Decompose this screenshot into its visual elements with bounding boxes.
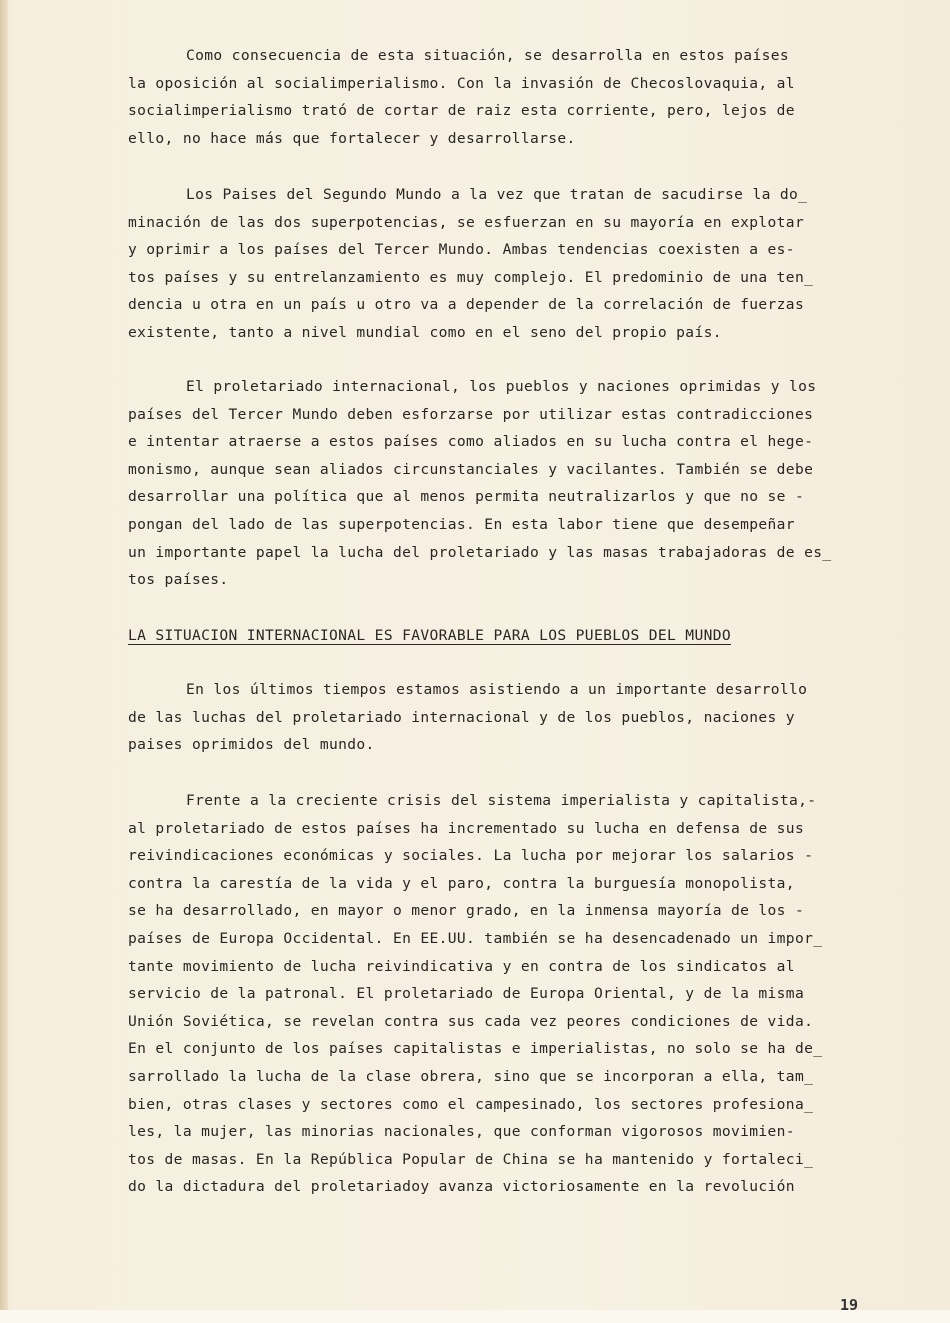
text-line: y oprimir a los países del Tercer Mundo. Ambas tendencias coexisten a es- xyxy=(128,241,795,259)
text-line: e intentar atraerse a estos países como aliados en su lucha contra el hege- xyxy=(128,433,814,451)
text-line: existente, tanto a nivel mundial como en el seno del propio país. xyxy=(128,323,722,341)
text-line: ello, no hace más que fortalecer y desarrollarse. xyxy=(128,129,576,147)
text-line: contra la carestía de la vida y el paro, contra la burguesía monopolista, xyxy=(128,874,795,892)
paragraph-5 xyxy=(128,787,873,1201)
text-line: El proletariado internacional, los pueblos y naciones oprimidas y los xyxy=(186,378,817,395)
text-line: reivindicaciones económicas y sociales. La lucha por mejorar los salarios - xyxy=(128,847,814,865)
text-line: socialimperialismo trató de cortar de raiz esta corriente, pero, lejos de xyxy=(128,102,795,120)
text-line: Unión Soviética, se revelan contra sus cada vez peores condiciones de vida. xyxy=(128,1012,814,1030)
paragraph-4 xyxy=(128,676,873,759)
text-line: países de Europa Occidental. En EE.UU. también se ha desencadenado un impor_ xyxy=(128,929,823,947)
text-line: minación de las dos superpotencias, se esfuerzan en su mayoría en explotar xyxy=(128,213,805,231)
text-line: En los últimos tiempos estamos asistiendo a un importante desarrollo xyxy=(186,681,808,698)
page-number: 19 xyxy=(839,1296,858,1314)
text-line: bien, otras clases y sectores como el campesinado, los sectores profesiona_ xyxy=(128,1095,814,1113)
text-line: tos de masas. En la República Popular de China se ha mantenido y fortaleci_ xyxy=(128,1150,814,1168)
text-line: al proletariado de estos países ha incrementado su lucha en defensa de sus xyxy=(128,819,805,837)
text-line: se ha desarrollado, en mayor o menor grado, en la inmensa mayoría de los - xyxy=(128,902,805,920)
page-bottom-margin xyxy=(0,1310,950,1323)
text-line: de las luchas del proletariado internacional y de los pueblos, naciones y xyxy=(128,708,795,726)
text-line: tante movimiento de lucha reivindicativa y en contra de los sindicatos al xyxy=(128,957,795,975)
text-line: En el conjunto de los países capitalistas e imperialistas, no solo se ha de_ xyxy=(128,1040,823,1058)
text-line: países del Tercer Mundo deben esforzarse por utilizar estas contradicciones xyxy=(128,405,814,423)
text-line: do la dictadura del proletariadoy avanza victoriosamente en la revolución xyxy=(128,1178,795,1196)
text-line: les, la mujer, las minorias nacionales, que conforman vigorosos movimien- xyxy=(128,1123,795,1141)
paragraph-2 xyxy=(128,181,873,347)
text-line: paises oprimidos del mundo. xyxy=(128,736,375,754)
text-line: tos países y su entrelanzamiento es muy complejo. El predominio de una ten_ xyxy=(128,268,814,286)
page-binding-edge xyxy=(0,0,8,1310)
text-line: Como consecuencia de esta situación, se desarrolla en estos países xyxy=(186,47,789,64)
paragraph-1 xyxy=(128,42,873,152)
text-line: la oposición al socialimperialismo. Con la invasión de Checoslovaquia, al xyxy=(128,74,795,92)
text-line: pongan del lado de las superpotencias. En esta labor tiene que desempeñar xyxy=(128,515,795,533)
text-line: un importante papel la lucha del proletariado y las masas trabajadoras de es_ xyxy=(128,543,832,561)
paragraph-3 xyxy=(128,373,873,594)
text-line: desarrollar una política que al menos permita neutralizarlos y que no se - xyxy=(128,488,805,506)
text-line: Los Paises del Segundo Mundo a la vez que tratan de sacudirse la do_ xyxy=(186,186,808,203)
section-heading: LA SITUACION INTERNACIONAL ES FAVORABLE PARA LOS PUEBLOS DEL MUNDO xyxy=(128,627,731,644)
text-line: dencia u otra en un país u otro va a depender de la correlación de fuerzas xyxy=(128,296,805,314)
text-line: tos países. xyxy=(128,571,229,589)
text-line: Frente a la creciente crisis del sistema imperialista y capitalista,- xyxy=(186,792,817,809)
text-line: servicio de la patronal. El proletariado de Europa Oriental, y de la misma xyxy=(128,985,805,1003)
text-line: sarrollado la lucha de la clase obrera, sino que se incorporan a ella, tam_ xyxy=(128,1067,814,1085)
text-line: monismo, aunque sean aliados circunstanciales y vacilantes. También se debe xyxy=(128,460,814,478)
